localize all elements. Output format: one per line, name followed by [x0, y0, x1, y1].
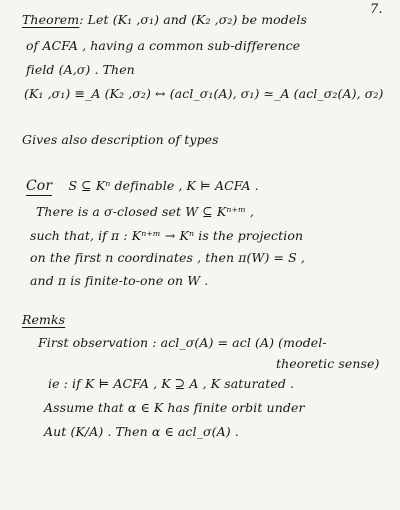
- theorem-line-1-text: : Let (K₁ ,σ₁) and (K₂ ,σ₂) be models: [79, 12, 308, 27]
- corollary-heading: Cor: [26, 178, 53, 194]
- corollary-line-1-text: S ⊆ Kⁿ definable , K ⊨ ACFA .: [68, 178, 259, 193]
- remarks-line-2: theoretic sense): [276, 356, 380, 371]
- theorem-line-2: of ACFA , having a common sub-difference: [26, 38, 301, 53]
- corollary-line-2: There is a σ-closed set W ⊆ Kⁿ⁺ᵐ ,: [36, 204, 255, 219]
- corollary-line-3: such that, if π : Kⁿ⁺ᵐ → Kⁿ is the projection: [30, 228, 304, 243]
- remarks-line-3: ie : if K ⊨ ACFA , K ⊇ A , K saturated .: [48, 376, 295, 391]
- remarks-line-5: Aut (K/A) . Then α ∈ acl_σ(A) .: [44, 424, 239, 439]
- page-number: 7.: [370, 2, 383, 17]
- types-note: Gives also description of types: [22, 132, 219, 147]
- remarks-heading: [22, 312, 65, 327]
- theorem-statement: (K₁ ,σ₁) ≡_A (K₂ ,σ₂) ↔ (acl_σ₁(A), σ₁) ≃_A (acl_σ₂(A), σ₂): [24, 86, 384, 101]
- corollary-line-4: on the first n coordinates , then π(W) = S ,: [30, 250, 305, 265]
- remarks-line-4: Assume that α ∈ K has finite orbit under: [44, 400, 305, 415]
- theorem-line-3: field (A,σ) . Then: [26, 62, 135, 77]
- corollary-line-1: [26, 178, 259, 194]
- theorem-line-1: [22, 12, 307, 27]
- corollary-line-5: and π is finite-to-one on W .: [30, 273, 209, 288]
- remarks-line-1: First observation : acl_σ(A) = acl (A) (model-: [38, 335, 327, 350]
- remarks-heading-text: Remks: [22, 312, 66, 327]
- theorem-heading: Theorem: [22, 12, 80, 27]
